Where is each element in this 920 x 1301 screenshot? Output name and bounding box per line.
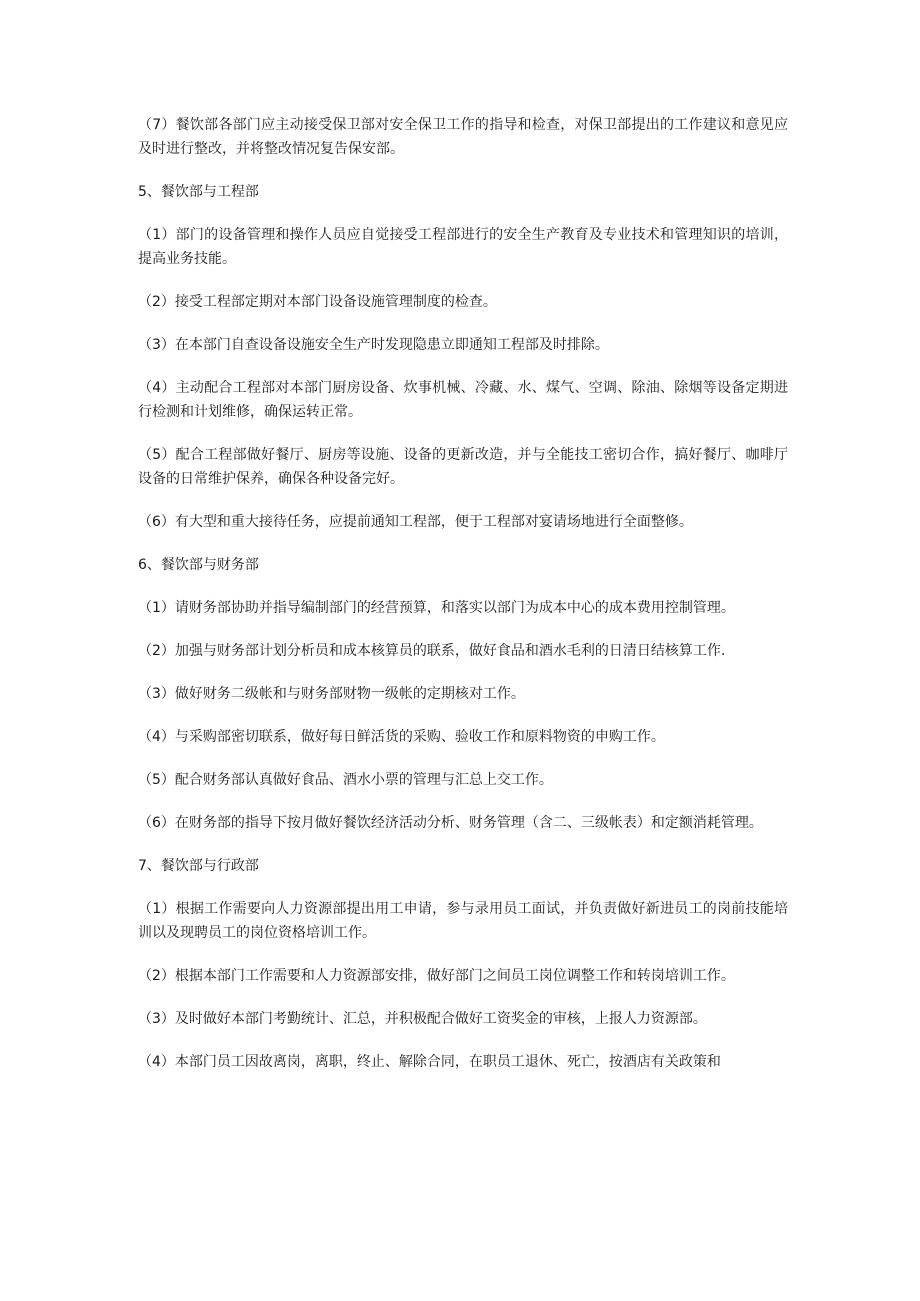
section-heading: 5、餐饮部与工程部 xyxy=(138,184,259,200)
list-item: （4）主动配合工程部对本部门厨房设备、炊事机械、冷藏、水、煤气、空调、除油、除烟等设备定期进行检测和计划维修，确保运转正常。 xyxy=(138,380,788,420)
list-item: （3）做好财务二级帐和与财务部财物一级帐的定期核对工作。 xyxy=(138,686,525,702)
list-item: （1）请财务部协助并指导编制部门的经营预算，和落实以部门为成本中心的成本费用控制管理。 xyxy=(138,600,735,616)
document-body xyxy=(138,113,788,1093)
section-heading: 7、餐饮部与行政部 xyxy=(138,858,259,874)
list-item: （6）在财务部的指导下按月做好餐饮经济活动分析、财务管理（含二、三级帐表）和定额消耗管理。 xyxy=(138,815,763,831)
list-item: （4）与采购部密切联系，做好每日鲜活货的采购、验收工作和原料物资的申购工作。 xyxy=(138,729,665,745)
list-item: （3）及时做好本部门考勤统计、汇总，并积极配合做好工资奖金的审核，上报人力资源部。 xyxy=(138,1011,707,1027)
list-item: （1）根据工作需要向人力资源部提出用工申请，参与录用员工面试，并负责做好新进员工的岗前技能培训以及现聘员工的岗位资格培训工作。 xyxy=(138,901,788,941)
list-item: （2）接受工程部定期对本部门设备设施管理制度的检查。 xyxy=(138,294,497,310)
list-item: （7）餐饮部各部门应主动接受保卫部对安全保卫工作的指导和检查，对保卫部提出的工作建议和意见应及时进行整改，并将整改情况复告保安部。 xyxy=(138,117,788,157)
list-item: （5）配合工程部做好餐厅、厨房等设施、设备的更新改造，并与全能技工密切合作，搞好餐厅、咖啡厅设备的日常维护保养，确保各种设备完好。 xyxy=(138,447,788,487)
section-heading: 6、餐饮部与财务部 xyxy=(138,557,259,573)
list-item: （2）根据本部门工作需要和人力资源部安排，做好部门之间员工岗位调整工作和转岗培训工作。 xyxy=(138,968,735,984)
list-item: （1）部门的设备管理和操作人员应自觉接受工程部进行的安全生产教育及专业技术和管理知识的培训，提高业务技能。 xyxy=(138,227,788,267)
list-item: （2）加强与财务部计划分析员和成本核算员的联系，做好食品和酒水毛利的日清日结核算工作. xyxy=(138,643,726,659)
list-item: （4）本部门员工因故离岗，离职，终止、解除合同，在职员工退休、死亡，按酒店有关政策和 xyxy=(138,1054,721,1070)
list-item: （5）配合财务部认真做好食品、酒水小票的管理与汇总上交工作。 xyxy=(138,772,553,788)
list-item: （6）有大型和重大接待任务，应提前通知工程部，便于工程部对宴请场地进行全面整修。 xyxy=(138,514,693,530)
list-item: （3）在本部门自查设备设施安全生产时发现隐患立即通知工程部及时排除。 xyxy=(138,337,609,353)
